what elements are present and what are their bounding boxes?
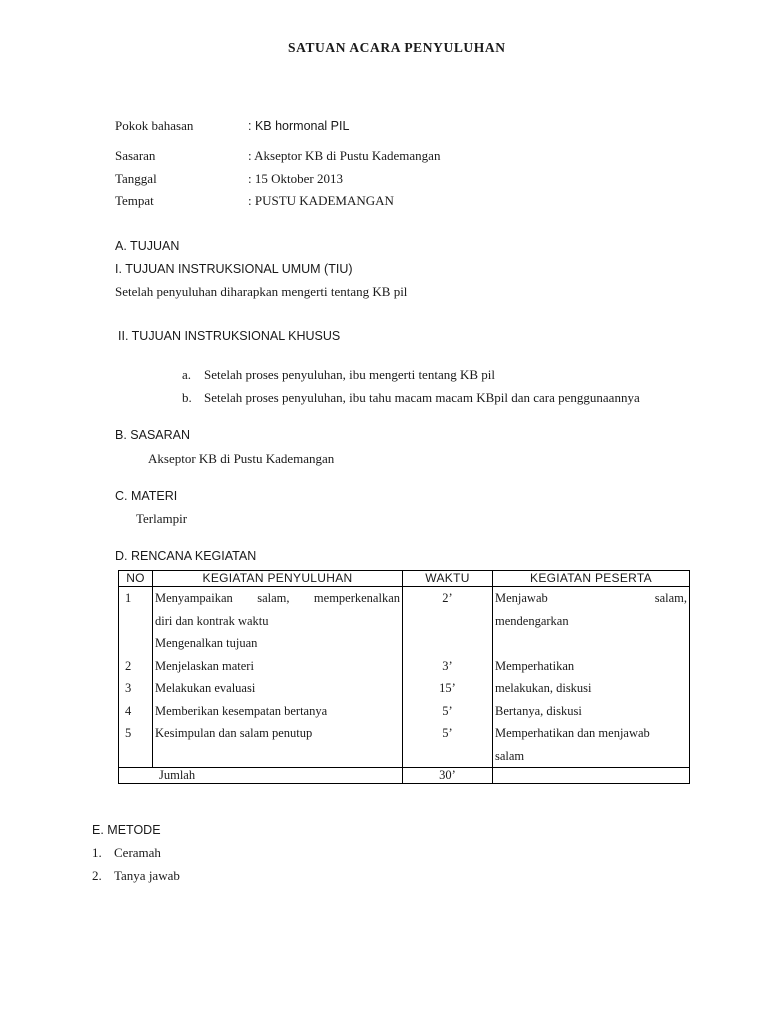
section-b-heading: B. SASARAN <box>115 428 191 442</box>
row-waktu: 3’ <box>403 655 493 678</box>
pokok-label: Pokok bahasan <box>115 118 194 133</box>
metode-item: Tanya jawab <box>114 868 180 883</box>
page-title: SATUAN ACARA PENYULUHAN <box>288 40 506 55</box>
total-waktu: 30’ <box>403 768 493 784</box>
row-waktu: 5’ <box>403 722 493 768</box>
row-waktu: 5’ <box>403 700 493 723</box>
pokok-value: : KB hormonal PIL <box>248 119 350 133</box>
peserta-line <box>495 587 687 610</box>
row-peserta <box>493 722 690 768</box>
sasaran-label: Sasaran <box>115 148 156 163</box>
section-b-text: Akseptor KB di Pustu Kademangan <box>148 451 335 466</box>
metode-marker: 1. <box>92 845 102 860</box>
peserta-line: Memperhatikan dan menjawab <box>495 726 650 740</box>
tik-item-marker: b. <box>182 390 192 405</box>
row-peserta: Memperhatikan <box>493 655 690 678</box>
total-label: Jumlah <box>119 768 403 784</box>
peserta-line: salam <box>495 748 525 763</box>
rencana-kegiatan-table <box>118 570 690 784</box>
row-kegiatan: Memberikan kesempatan bertanya <box>153 700 403 723</box>
row-peserta <box>493 587 690 655</box>
row-peserta: Bertanya, diskusi <box>493 700 690 723</box>
row-kegiatan: Menjelaskan materi <box>153 655 403 678</box>
tempat-value: : PUSTU KADEMANGAN <box>248 193 394 208</box>
row-peserta: melakukan, diskusi <box>493 677 690 700</box>
table-row <box>119 655 690 678</box>
metode-item: Ceramah <box>114 845 161 860</box>
section-d-heading: D. RENCANA KEGIATAN <box>115 549 257 563</box>
table-header-row <box>119 571 690 587</box>
table-row <box>119 722 690 768</box>
table-row <box>119 677 690 700</box>
tiu-text: Setelah penyuluhan diharapkan mengerti tentang KB pil <box>115 284 408 299</box>
table-total-row <box>119 768 690 784</box>
kegiatan-line: Mengenalkan tujuan <box>155 636 258 650</box>
kegiatan-line: diri dan kontrak waktu <box>155 613 269 628</box>
tiu-heading: I. TUJUAN INSTRUKSIONAL UMUM (TIU) <box>115 262 353 276</box>
tanggal-label: Tanggal <box>115 171 157 186</box>
row-no: 5 <box>119 722 153 768</box>
section-a-heading: A. TUJUAN <box>115 239 180 253</box>
row-kegiatan: Kesimpulan dan salam penutup <box>153 722 403 768</box>
peserta-word: Menjawab <box>495 591 548 605</box>
header-no: NO <box>119 571 153 587</box>
section-c-heading: C. MATERI <box>115 489 178 503</box>
header-waktu: WAKTU <box>403 571 493 587</box>
table-row <box>119 587 690 655</box>
tanggal-value: : 15 Oktober 2013 <box>248 171 343 186</box>
row-kegiatan <box>153 587 403 655</box>
tik-item-marker: a. <box>182 367 192 382</box>
row-kegiatan: Melakukan evaluasi <box>153 677 403 700</box>
peserta-word: salam, <box>654 591 687 605</box>
header-peserta: KEGIATAN PESERTA <box>493 571 690 587</box>
row-waktu: 15’ <box>403 677 493 700</box>
peserta-line: mendengarkan <box>495 613 569 628</box>
tik-item-text: Setelah proses penyuluhan, ibu mengerti tentang KB pil <box>204 367 495 382</box>
kegiatan-line: Menyampaikan salam, memperkenalkan <box>155 591 400 605</box>
tik-heading: II. TUJUAN INSTRUKSIONAL KHUSUS <box>118 329 341 343</box>
total-peserta-empty <box>493 768 690 784</box>
row-no: 2 <box>119 655 153 678</box>
header-kegiatan: KEGIATAN PENYULUHAN <box>153 571 403 587</box>
tempat-label: Tempat <box>115 193 154 208</box>
row-no: 1 <box>119 587 153 655</box>
metode-marker: 2. <box>92 868 102 883</box>
sasaran-value: : Akseptor KB di Pustu Kademangan <box>248 148 441 163</box>
section-c-text: Terlampir <box>136 511 188 526</box>
table-row <box>119 700 690 723</box>
row-no: 3 <box>119 677 153 700</box>
tik-item-text: Setelah proses penyuluhan, ibu tahu macam macam KBpil dan cara penggunaannya <box>204 390 640 405</box>
section-e-heading: E. METODE <box>92 823 161 837</box>
row-no: 4 <box>119 700 153 723</box>
row-waktu: 2’ <box>403 587 493 655</box>
